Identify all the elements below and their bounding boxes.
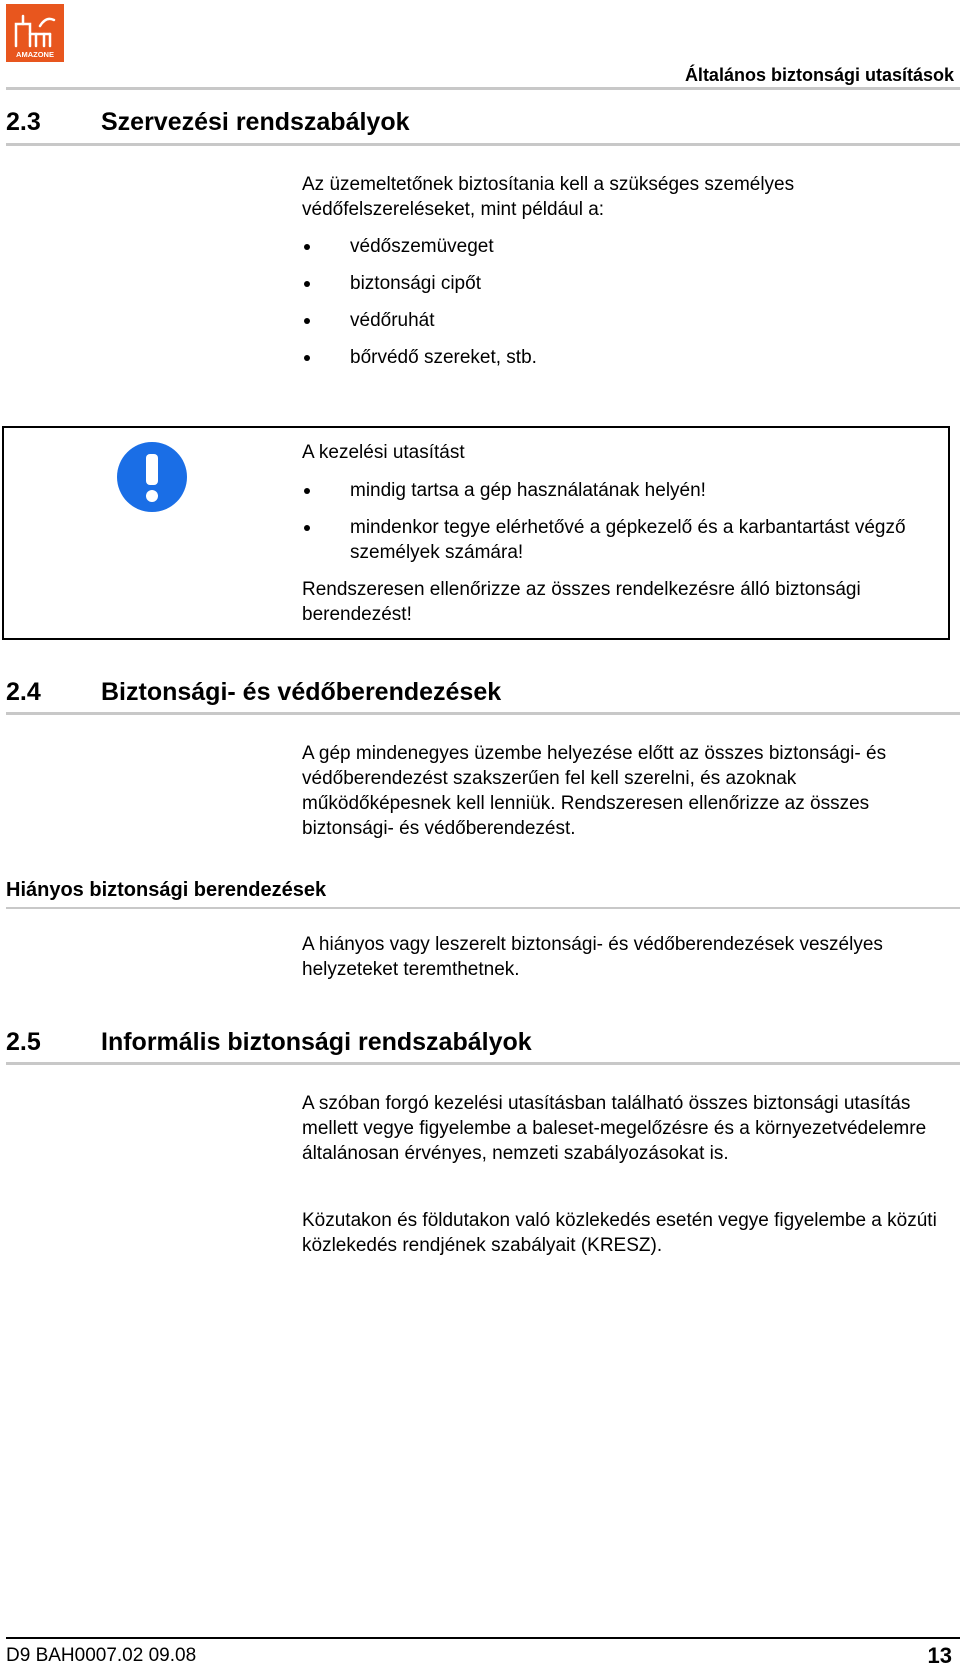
list-item: biztonsági cipőt: [302, 271, 950, 296]
notice-outro: Rendszeresen ellenőrizze az összes rendelkezésre álló biztonsági berendezést!: [302, 579, 861, 625]
section-divider: [6, 1062, 960, 1065]
document-reference: D9 BAH0007.02 09.08: [6, 1645, 197, 1666]
informal-rules-para-1: A szóban forgó kezelési utasításban található összes biztonsági utasítás mellett vegye figyelembe a baleset-megelőzésre és a környezetvédelemre általánosan érvényes, nemzeti szabályozásokat is.: [302, 1093, 927, 1164]
list-item: védőszemüveget: [302, 234, 950, 259]
section-number: 2.4: [6, 678, 41, 706]
list-item: mindig tartsa a gép használatának helyén!: [302, 478, 950, 503]
section-title: Informális biztonsági rendszabályok: [101, 1028, 532, 1056]
header-divider: [6, 87, 960, 90]
section-title: Szervezési rendszabályok: [101, 108, 410, 136]
notice-intro: A kezelési utasítást: [302, 442, 465, 463]
protective-devices-body: A gép mindenegyes üzembe helyezése előtt az összes biztonsági- és védőberendezést szakszerűen fel kell szerelni, és azoknak működőképesnek kell lenniük. Rendszeresen ellenőrizze az összes biztonsági- és védőberendezést.: [302, 743, 887, 839]
notice-list: [302, 478, 950, 565]
section-divider: [6, 143, 960, 146]
missing-devices-body: A hiányos vagy leszerelt biztonsági- és védőberendezések veszélyes helyzeteket teremthetnek.: [302, 934, 883, 980]
ppe-intro: Az üzemeltetőnek biztosítania kell a szükséges személyes védőfelszereléseket, mint például a:: [302, 174, 795, 220]
ppe-list: [302, 234, 950, 370]
list-item: mindenkor tegye elérhetővé a gépkezelő és a karbantartást végző személyek számára!: [302, 515, 950, 565]
section-divider: [6, 712, 960, 715]
section-number: 2.3: [6, 108, 41, 136]
exclamation-icon: [117, 442, 187, 512]
list-item: védőruhát: [302, 308, 950, 333]
logo-wordmark: AMAZONE: [16, 50, 54, 59]
footer-divider: [6, 1637, 960, 1639]
subsection-divider: [6, 907, 960, 909]
missing-devices-heading: Hiányos biztonsági berendezések: [6, 879, 327, 901]
section-number: 2.5: [6, 1028, 41, 1056]
page-number: 13: [927, 1643, 952, 1668]
running-header-title: Általános biztonsági utasítások: [684, 65, 954, 85]
informal-rules-para-2: Közutakon és földutakon való közlekedés esetén vegye figyelembe a közúti közlekedés rendjének szabályait (KRESZ).: [302, 1210, 937, 1256]
list-item: bőrvédő szereket, stb.: [302, 345, 950, 370]
section-title: Biztonsági- és védőberendezések: [101, 678, 502, 706]
amazone-logo: [6, 4, 64, 62]
